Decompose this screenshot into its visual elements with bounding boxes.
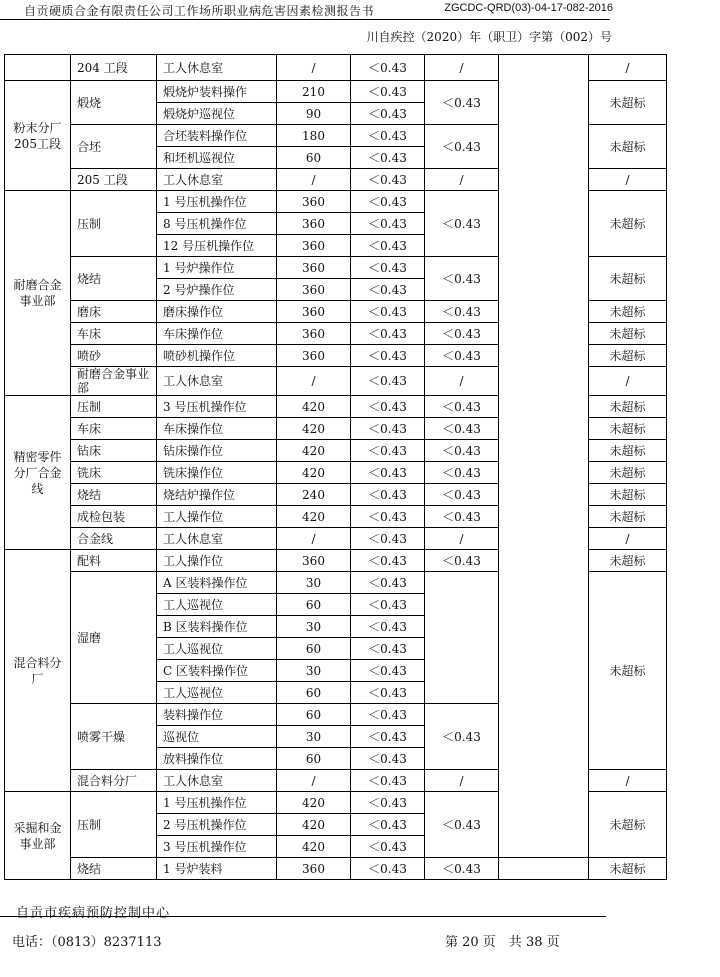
reference-number: 川自疾控（2020）年（职卫）字第（002）号: [366, 30, 612, 44]
concentration-cell: ＜0.43: [351, 440, 425, 462]
result-cell: /: [425, 169, 499, 191]
exposure-time-cell: /: [277, 528, 351, 550]
post-cell: 和坯机巡视位: [157, 147, 277, 169]
exposure-time-cell: 30: [277, 660, 351, 682]
result-cell: ＜0.43: [425, 257, 499, 301]
evaluation-cell: 未超标: [589, 81, 667, 125]
result-cell: ＜0.43: [425, 345, 499, 367]
process-cell: 喷雾干燥: [71, 704, 157, 770]
exposure-time-cell: 360: [277, 213, 351, 235]
report-code: ZGCDC-QRD(03)-04-17-082-2016: [444, 2, 613, 14]
concentration-cell: ＜0.43: [351, 528, 425, 550]
post-cell: 工人巡视位: [157, 682, 277, 704]
exposure-time-cell: 360: [277, 191, 351, 213]
evaluation-cell: 未超标: [589, 323, 667, 345]
post-cell: 1 号压机操作位: [157, 191, 277, 213]
exposure-time-cell: 360: [277, 301, 351, 323]
evaluation-cell: 未超标: [589, 345, 667, 367]
result-cell: /: [425, 528, 499, 550]
post-cell: 钻床操作位: [157, 440, 277, 462]
department-cell: 耐磨合金事业部: [5, 191, 71, 396]
footer-divider: [0, 916, 606, 917]
concentration-cell: ＜0.43: [351, 638, 425, 660]
post-cell: 车床操作位: [157, 418, 277, 440]
concentration-cell: ＜0.43: [351, 81, 425, 103]
footer-organization: 自贡市疾病预防控制中心: [16, 906, 171, 921]
concentration-cell: ＜0.43: [351, 103, 425, 125]
post-cell: 2 号炉操作位: [157, 279, 277, 301]
evaluation-cell: /: [589, 770, 667, 792]
process-cell: 压制: [71, 792, 157, 858]
post-cell: 工人操作位: [157, 506, 277, 528]
concentration-cell: ＜0.43: [351, 191, 425, 213]
exposure-time-cell: 30: [277, 616, 351, 638]
concentration-cell: ＜0.43: [351, 418, 425, 440]
post-cell: 8 号压机操作位: [157, 213, 277, 235]
concentration-cell: ＜0.43: [351, 125, 425, 147]
result-cell: ＜0.43: [425, 440, 499, 462]
result-cell: ＜0.43: [425, 506, 499, 528]
exposure-time-cell: 420: [277, 396, 351, 418]
result-cell: ＜0.43: [425, 462, 499, 484]
concentration-cell: ＜0.43: [351, 279, 425, 301]
exposure-time-cell: 180: [277, 125, 351, 147]
concentration-cell: ＜0.43: [351, 682, 425, 704]
concentration-cell: ＜0.43: [351, 660, 425, 682]
concentration-cell: ＜0.43: [351, 235, 425, 257]
concentration-cell: ＜0.43: [351, 770, 425, 792]
department-cell: 粉末分厂205工段: [5, 81, 71, 191]
header-divider: [0, 19, 610, 20]
department-cell: 采掘和金事业部: [5, 792, 71, 880]
process-cell: 车床: [71, 323, 157, 345]
result-cell: ＜0.43: [425, 81, 499, 125]
concentration-cell: ＜0.43: [351, 345, 425, 367]
report-title: 自贡硬质合金有限责任公司工作场所职业病危害因素检测报告书: [24, 4, 375, 18]
evaluation-cell: 未超标: [589, 484, 667, 506]
concentration-cell: ＜0.43: [351, 484, 425, 506]
process-cell: 耐磨合金事业部: [71, 367, 157, 396]
exposure-time-cell: 360: [277, 323, 351, 345]
post-cell: 工人巡视位: [157, 638, 277, 660]
post-cell: 工人休息室: [157, 528, 277, 550]
process-cell: 合坯: [71, 125, 157, 169]
result-cell: /: [425, 55, 499, 81]
exposure-time-cell: 60: [277, 682, 351, 704]
post-cell: 3 号压机操作位: [157, 836, 277, 858]
table-row: [5, 858, 667, 880]
post-cell: 工人休息室: [157, 55, 277, 81]
concentration-cell: ＜0.43: [351, 169, 425, 191]
process-cell: 磨床: [71, 301, 157, 323]
exposure-time-cell: 420: [277, 792, 351, 814]
evaluation-cell: 未超标: [589, 301, 667, 323]
result-cell: ＜0.43: [425, 550, 499, 572]
process-cell: 压制: [71, 396, 157, 418]
process-cell: 喷砂: [71, 345, 157, 367]
evaluation-cell: /: [589, 55, 667, 81]
concentration-cell: ＜0.43: [351, 858, 425, 880]
concentration-cell: ＜0.43: [351, 367, 425, 396]
evaluation-cell: /: [589, 367, 667, 396]
post-cell: 1 号炉操作位: [157, 257, 277, 279]
page-number: 第 20 页 共 38 页: [445, 935, 560, 950]
evaluation-cell: /: [589, 528, 667, 550]
process-cell: 合金线: [71, 528, 157, 550]
concentration-cell: ＜0.43: [351, 748, 425, 770]
result-cell: ＜0.43: [425, 191, 499, 257]
evaluation-cell: 未超标: [589, 506, 667, 528]
table-row: [5, 55, 667, 81]
exposure-time-cell: 360: [277, 550, 351, 572]
post-cell: 3 号压机操作位: [157, 396, 277, 418]
evaluation-cell: 未超标: [589, 550, 667, 572]
result-cell: ＜0.43: [425, 396, 499, 418]
process-cell: 成检包装: [71, 506, 157, 528]
post-cell: 工人操作位: [157, 550, 277, 572]
result-cell: ＜0.43: [425, 323, 499, 345]
exposure-time-cell: 30: [277, 572, 351, 594]
exposure-time-cell: 360: [277, 858, 351, 880]
result-cell: /: [425, 367, 499, 396]
process-cell: 煅烧: [71, 81, 157, 125]
post-cell: 1 号炉装料: [157, 858, 277, 880]
post-cell: 12 号压机操作位: [157, 235, 277, 257]
concentration-cell: ＜0.43: [351, 506, 425, 528]
post-cell: A 区装料操作位: [157, 572, 277, 594]
exposure-time-cell: 60: [277, 748, 351, 770]
post-cell: 烧结炉操作位: [157, 484, 277, 506]
post-cell: B 区装料操作位: [157, 616, 277, 638]
post-cell: 磨床操作位: [157, 301, 277, 323]
post-cell: 合坯装料操作位: [157, 125, 277, 147]
evaluation-cell: 未超标: [589, 257, 667, 301]
evaluation-cell: /: [589, 169, 667, 191]
exposure-time-cell: /: [277, 169, 351, 191]
exposure-time-cell: 420: [277, 506, 351, 528]
post-cell: 工人巡视位: [157, 594, 277, 616]
concentration-cell: ＜0.43: [351, 147, 425, 169]
process-cell: 204 工段: [71, 55, 157, 81]
post-cell: 煅烧炉装料操作: [157, 81, 277, 103]
result-cell: /: [425, 770, 499, 792]
post-cell: 放料操作位: [157, 748, 277, 770]
concentration-cell: ＜0.43: [351, 55, 425, 81]
exposure-time-cell: 90: [277, 103, 351, 125]
exposure-time-cell: 420: [277, 462, 351, 484]
exposure-time-cell: 240: [277, 484, 351, 506]
concentration-cell: ＜0.43: [351, 616, 425, 638]
result-cell: ＜0.43: [425, 704, 499, 770]
exposure-time-cell: 360: [277, 345, 351, 367]
process-cell: 烧结: [71, 257, 157, 301]
concentration-cell: ＜0.43: [351, 572, 425, 594]
limit-cell: [499, 55, 589, 858]
exposure-time-cell: 210: [277, 81, 351, 103]
exposure-time-cell: 60: [277, 147, 351, 169]
process-cell: 湿磨: [71, 572, 157, 704]
process-cell: 铣床: [71, 462, 157, 484]
result-cell: ＜0.43: [425, 301, 499, 323]
concentration-cell: ＜0.43: [351, 323, 425, 345]
concentration-cell: ＜0.43: [351, 550, 425, 572]
evaluation-cell: 未超标: [589, 191, 667, 257]
process-cell: 钻床: [71, 440, 157, 462]
exposure-time-cell: 360: [277, 279, 351, 301]
exposure-time-cell: 360: [277, 235, 351, 257]
process-cell: 车床: [71, 418, 157, 440]
exposure-time-cell: 60: [277, 638, 351, 660]
concentration-cell: ＜0.43: [351, 301, 425, 323]
post-cell: 工人休息室: [157, 169, 277, 191]
evaluation-cell: 未超标: [589, 858, 667, 880]
evaluation-cell: 未超标: [589, 440, 667, 462]
department-cell: 混合料分厂: [5, 550, 71, 792]
concentration-cell: ＜0.43: [351, 257, 425, 279]
result-cell: [425, 572, 499, 704]
post-cell: 工人休息室: [157, 367, 277, 396]
concentration-cell: ＜0.43: [351, 814, 425, 836]
exposure-time-cell: 60: [277, 704, 351, 726]
process-cell: 烧结: [71, 484, 157, 506]
evaluation-cell: 未超标: [589, 572, 667, 770]
post-cell: C 区装料操作位: [157, 660, 277, 682]
result-cell: ＜0.43: [425, 792, 499, 858]
concentration-cell: ＜0.43: [351, 594, 425, 616]
exposure-time-cell: 60: [277, 594, 351, 616]
exposure-time-cell: 420: [277, 440, 351, 462]
result-cell: ＜0.43: [425, 484, 499, 506]
concentration-cell: ＜0.43: [351, 213, 425, 235]
process-cell: 205 工段: [71, 169, 157, 191]
post-cell: 1 号压机操作位: [157, 792, 277, 814]
evaluation-cell: 未超标: [589, 462, 667, 484]
post-cell: 工人休息室: [157, 770, 277, 792]
post-cell: 喷砂机操作位: [157, 345, 277, 367]
post-cell: 巡视位: [157, 726, 277, 748]
result-cell: ＜0.43: [425, 858, 499, 880]
exposure-time-cell: 420: [277, 836, 351, 858]
exposure-time-cell: 420: [277, 814, 351, 836]
exposure-time-cell: /: [277, 770, 351, 792]
exposure-time-cell: 360: [277, 257, 351, 279]
post-cell: 车床操作位: [157, 323, 277, 345]
result-cell: ＜0.43: [425, 418, 499, 440]
process-cell: 烧结: [71, 858, 157, 880]
evaluation-cell: 未超标: [589, 792, 667, 858]
process-cell: 配料: [71, 550, 157, 572]
concentration-cell: ＜0.43: [351, 396, 425, 418]
concentration-cell: ＜0.43: [351, 704, 425, 726]
exposure-time-cell: 30: [277, 726, 351, 748]
post-cell: 铣床操作位: [157, 462, 277, 484]
concentration-cell: ＜0.43: [351, 462, 425, 484]
exposure-time-cell: /: [277, 55, 351, 81]
exposure-time-cell: 420: [277, 418, 351, 440]
evaluation-cell: 未超标: [589, 125, 667, 169]
concentration-cell: ＜0.43: [351, 836, 425, 858]
evaluation-cell: 未超标: [589, 418, 667, 440]
post-cell: 煅烧炉巡视位: [157, 103, 277, 125]
post-cell: 装料操作位: [157, 704, 277, 726]
result-cell: ＜0.43: [425, 125, 499, 169]
department-cell: 精密零件分厂合金线: [5, 396, 71, 550]
footer-phone: 电话：（0813）8237113: [12, 935, 162, 950]
department-cell: [5, 55, 71, 81]
process-cell: 压制: [71, 191, 157, 257]
concentration-cell: ＜0.43: [351, 792, 425, 814]
concentration-cell: ＜0.43: [351, 726, 425, 748]
post-cell: 2 号压机操作位: [157, 814, 277, 836]
measurement-table: [4, 54, 667, 880]
process-cell: 混合料分厂: [71, 770, 157, 792]
exposure-time-cell: /: [277, 367, 351, 396]
evaluation-cell: 未超标: [589, 396, 667, 418]
limit-cell: [499, 858, 589, 880]
